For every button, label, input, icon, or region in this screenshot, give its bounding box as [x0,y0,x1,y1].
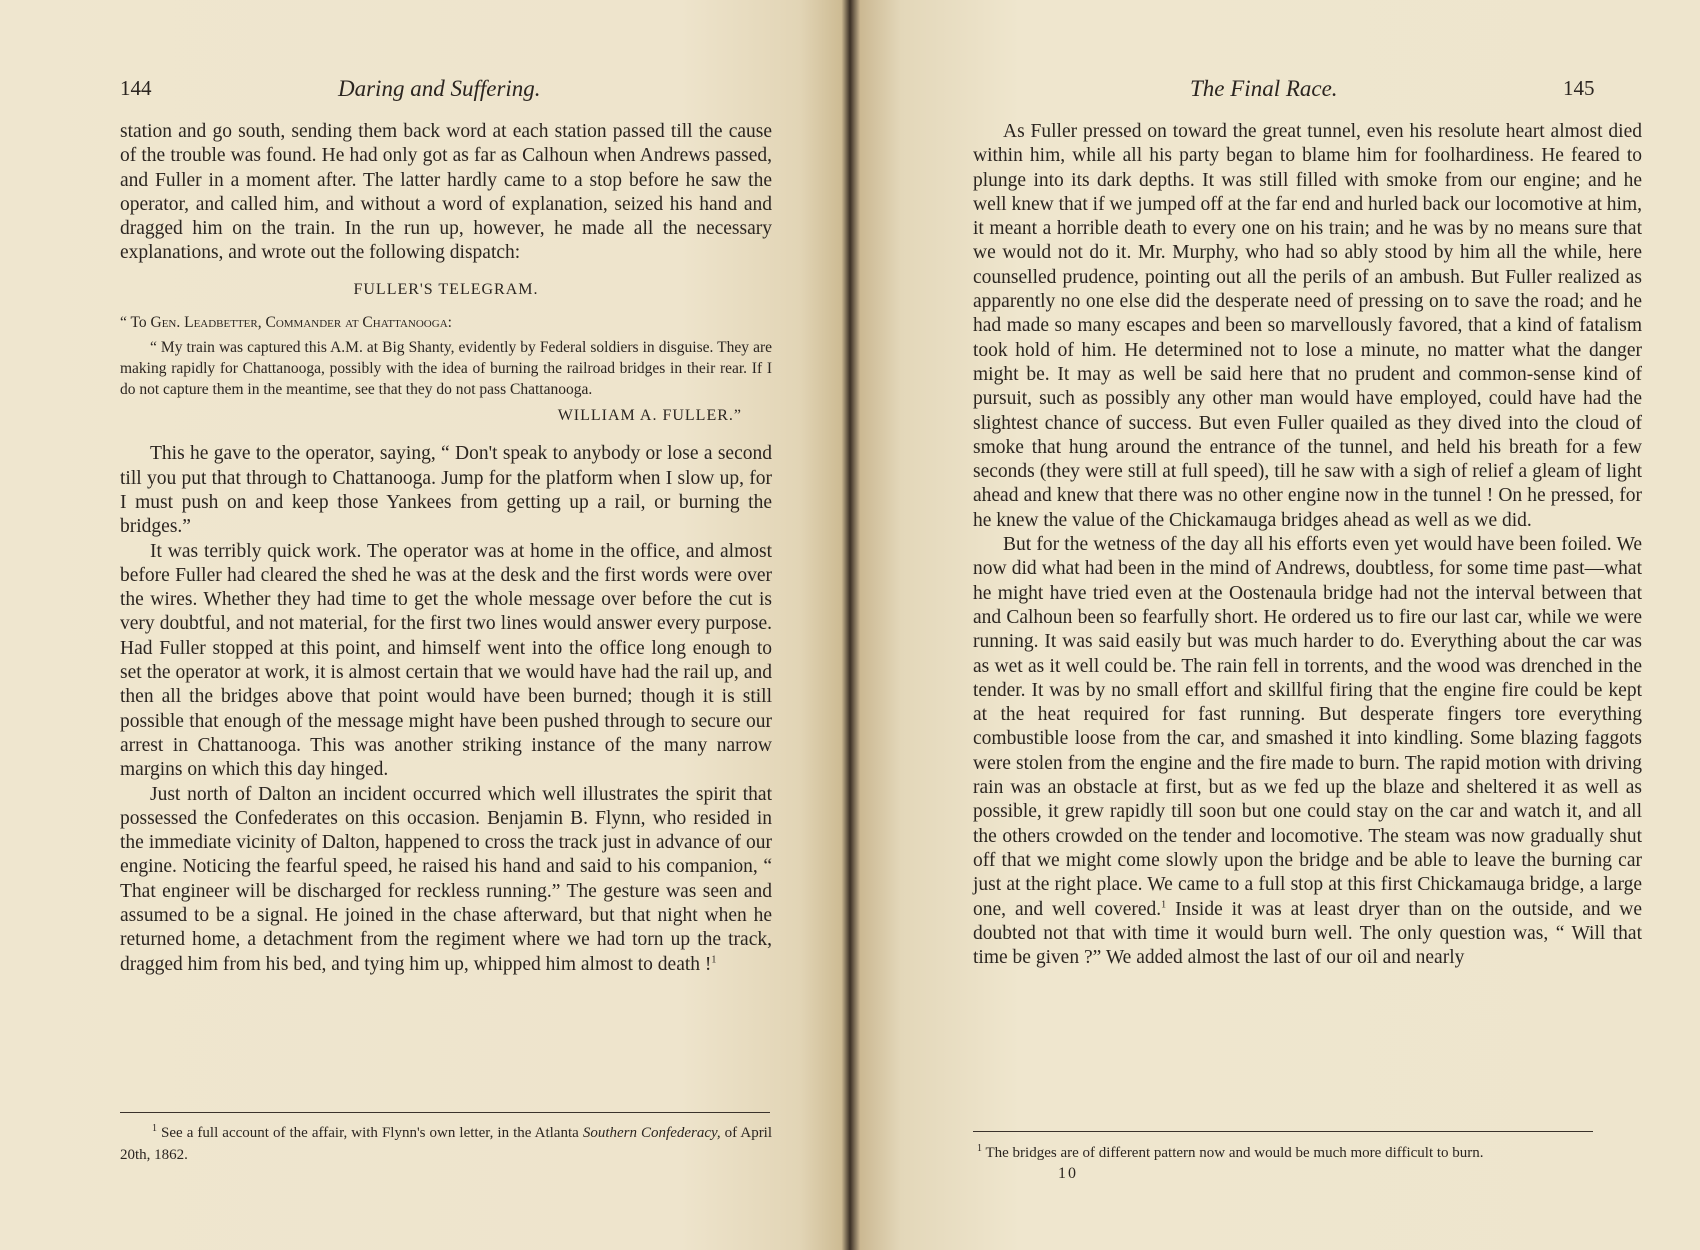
page-number: 144 [120,76,152,100]
right-page-body [973,120,1642,970]
telegram-body: “ My train was captured this A.M. at Big Shanty, evidently by Federal soldiers in disguise. They are making rapidly for Chattanooga, possibly with the idea of burning the railroad bridges in their rear. If I do not capture them in the meantime, see that they do not pass Chattanooga. [120,339,772,399]
footnote-marker: 1 [977,1143,982,1154]
footnote-text: of April 20th, 1862. [120,1125,773,1163]
left-page-body [120,120,772,977]
footnote-italic: Southern Confederacy, [582,1125,721,1141]
paragraph [120,783,772,977]
telegram-block [120,312,772,400]
paragraph: As Fuller pressed on toward the great tunnel, even his resolute heart almost died within him, while all his party began to blame him for foolhardiness. He feared to plunge into its dark depths. It was still filled with smoke from our engine; and he well knew that if we jumped off at the far end and hurled back our locomotive at him, it meant a horrible death to every one on his train; and he was by no means sure that we would not do it. Mr. Murphy, who had so ably stood by him all the while, here counselled prudence, pointing out all the perils of an ambush. But Fuller realized as apparently no one else did the desperate need of pressing on to save the road; and he had made so many escapes and been so marvellously favored, that a kind of fatalism took hold of him. He determined not to lose a minute, no matter what the danger might be. It may as well be said here that no prudent and common-sense kind of pursuit, such as possibly any other man would have employed, could have had the slightest chance of success. But even Fuller quailed as they dived into the cloud of smoke that hung around the entrance of the tunnel, and held his breath for a few seconds (they were still at full speed), till he saw with a sigh of relief a gleam of light ahead and knew that there was no other engine now in the tunnel ! On he pressed, for he knew the value of the Chickamauga bridges ahead as well as we did. [973,121,1642,531]
footnote [973,1142,1593,1164]
footnote-text: The bridges are of different pattern now and would be much more difficult to burn. [985,1145,1484,1161]
page-number: 145 [1563,76,1595,100]
telegram-to-name: Gen. Leadbetter, Commander at Chattanooga: [150,314,452,332]
paragraph-text: Just north of Dalton an incident occurred which well illustrates the spirit that possessed the Confederates on this occasion. Benjamin B. Flynn, who resided in the immediate vicinity of Dalton, happened to cross the track just in advance of our engine. Noticing the fearful speed, he raised his hand and said to his companion, “ That engineer will be discharged for reckless running.” The gesture was seen and assumed to be a signal. He joined in the chase afterward, but that night when he returned home, a detachment from the regiment where we had torn up the track, dragged him from his bed, and tying him up, whipped him almost to death ! [120,783,772,975]
footnote-ref: 1 [711,954,717,966]
paragraph-text: Inside it was at least dryer than on the outside, and we doubted not that with time it would burn well. The only question was, “ Will that time be given ?” We added almost the last of our oil and nearly [973,898,1643,969]
telegram-signature: WILLIAM A. FULLER.” [557,407,742,425]
footnote-text: See a full account of the affair, with Flynn's own letter, in the Atlanta [161,1125,579,1141]
telegram-title: FULLER'S TELEGRAM. [353,280,539,298]
paragraph: station and go south, sending them back word at each station passed till the cause of the trouble was found. He had only got as far as Calhoun when Andrews passed, and Fuller in a moment after. The latter hardly came to a stop before he saw the operator, and called him, and without a word of explanation, seized his hand and dragged him on the train. In the run up, however, he made all the necessary explanations, and wrote out the following dispatch: [120,121,772,264]
paragraph-text: But for the wetness of the day all his efforts even yet would have been foiled. We now did what had been in the mind of Andrews, doubtless, for some time past—what he might have tried even at the Oostenaula bridge had not the interval between that and Calhoun been so fearfully short. He ordered us to fire our last car, while we were running. It was said easily but was much harder to do. Everything about the car was as wet as it well could be. The rain fell in torrents, and the wood was drenched in the tender. It was by no small effort and skillful firing that the engine fire could be kept at the heat required for fast running. But desperate fingers tore everything combustible loose from the car, and smashed it into kindling. Some blazing faggots were stolen from the engine and the fire made to burn. The rapid motion with driving rain was an obstacle at first, but as we fed up the blaze and sheltered it as well as possible, it grew rapidly till soon but one could stay on the car and watch it, and all the others crowded on the tender and locomotive. The steam was now gradually shut off that we might come slowly upon the bridge and be able to leave the burning car just at the right place. We came to a full stop at this first Chickamauga bridge, a large one, and well covered. [973,534,1642,920]
footnote-marker: 1 [152,1123,157,1134]
footnote-divider [120,1112,770,1113]
paragraph: This he gave to the operator, saying, “ Don't speak to anybody or lose a second till you put that through to Chattanooga. Jump for the platform when I slow up, for I must push on and keep those Yankees from getting up a rail, or burning the bridges.” [120,443,772,538]
running-title: Daring and Suffering. [338,76,541,101]
running-title: The Final Race. [1190,76,1338,101]
footnote [120,1122,772,1166]
footnote-ref: 1 [1161,899,1167,910]
footnote-divider [973,1131,1593,1132]
telegram-addressee [120,312,772,333]
telegram-to-prefix: “ To [120,314,147,332]
paragraph [973,533,1642,970]
signature-mark: 10 [1058,1165,1078,1182]
paragraph: It was terribly quick work. The operator was at home in the office, and almost before Fuller had cleared the shed he was at the desk and the first words were over the wires. Whether they had time to get the whole message over before the cut is very doubtful, and not material, for the first two lines would answer every purpose. Had Fuller stopped at this point, and himself went into the office long enough to set the operator at work, it is almost certain that we would have had the rail up, and then all the bridges above that point would have been burned; though it is still possible that enough of the message might have been pushed through to secure our arrest in Chattanooga. This was another striking instance of the many narrow margins on which this day hinged. [120,540,772,781]
right-page [850,0,1700,1250]
